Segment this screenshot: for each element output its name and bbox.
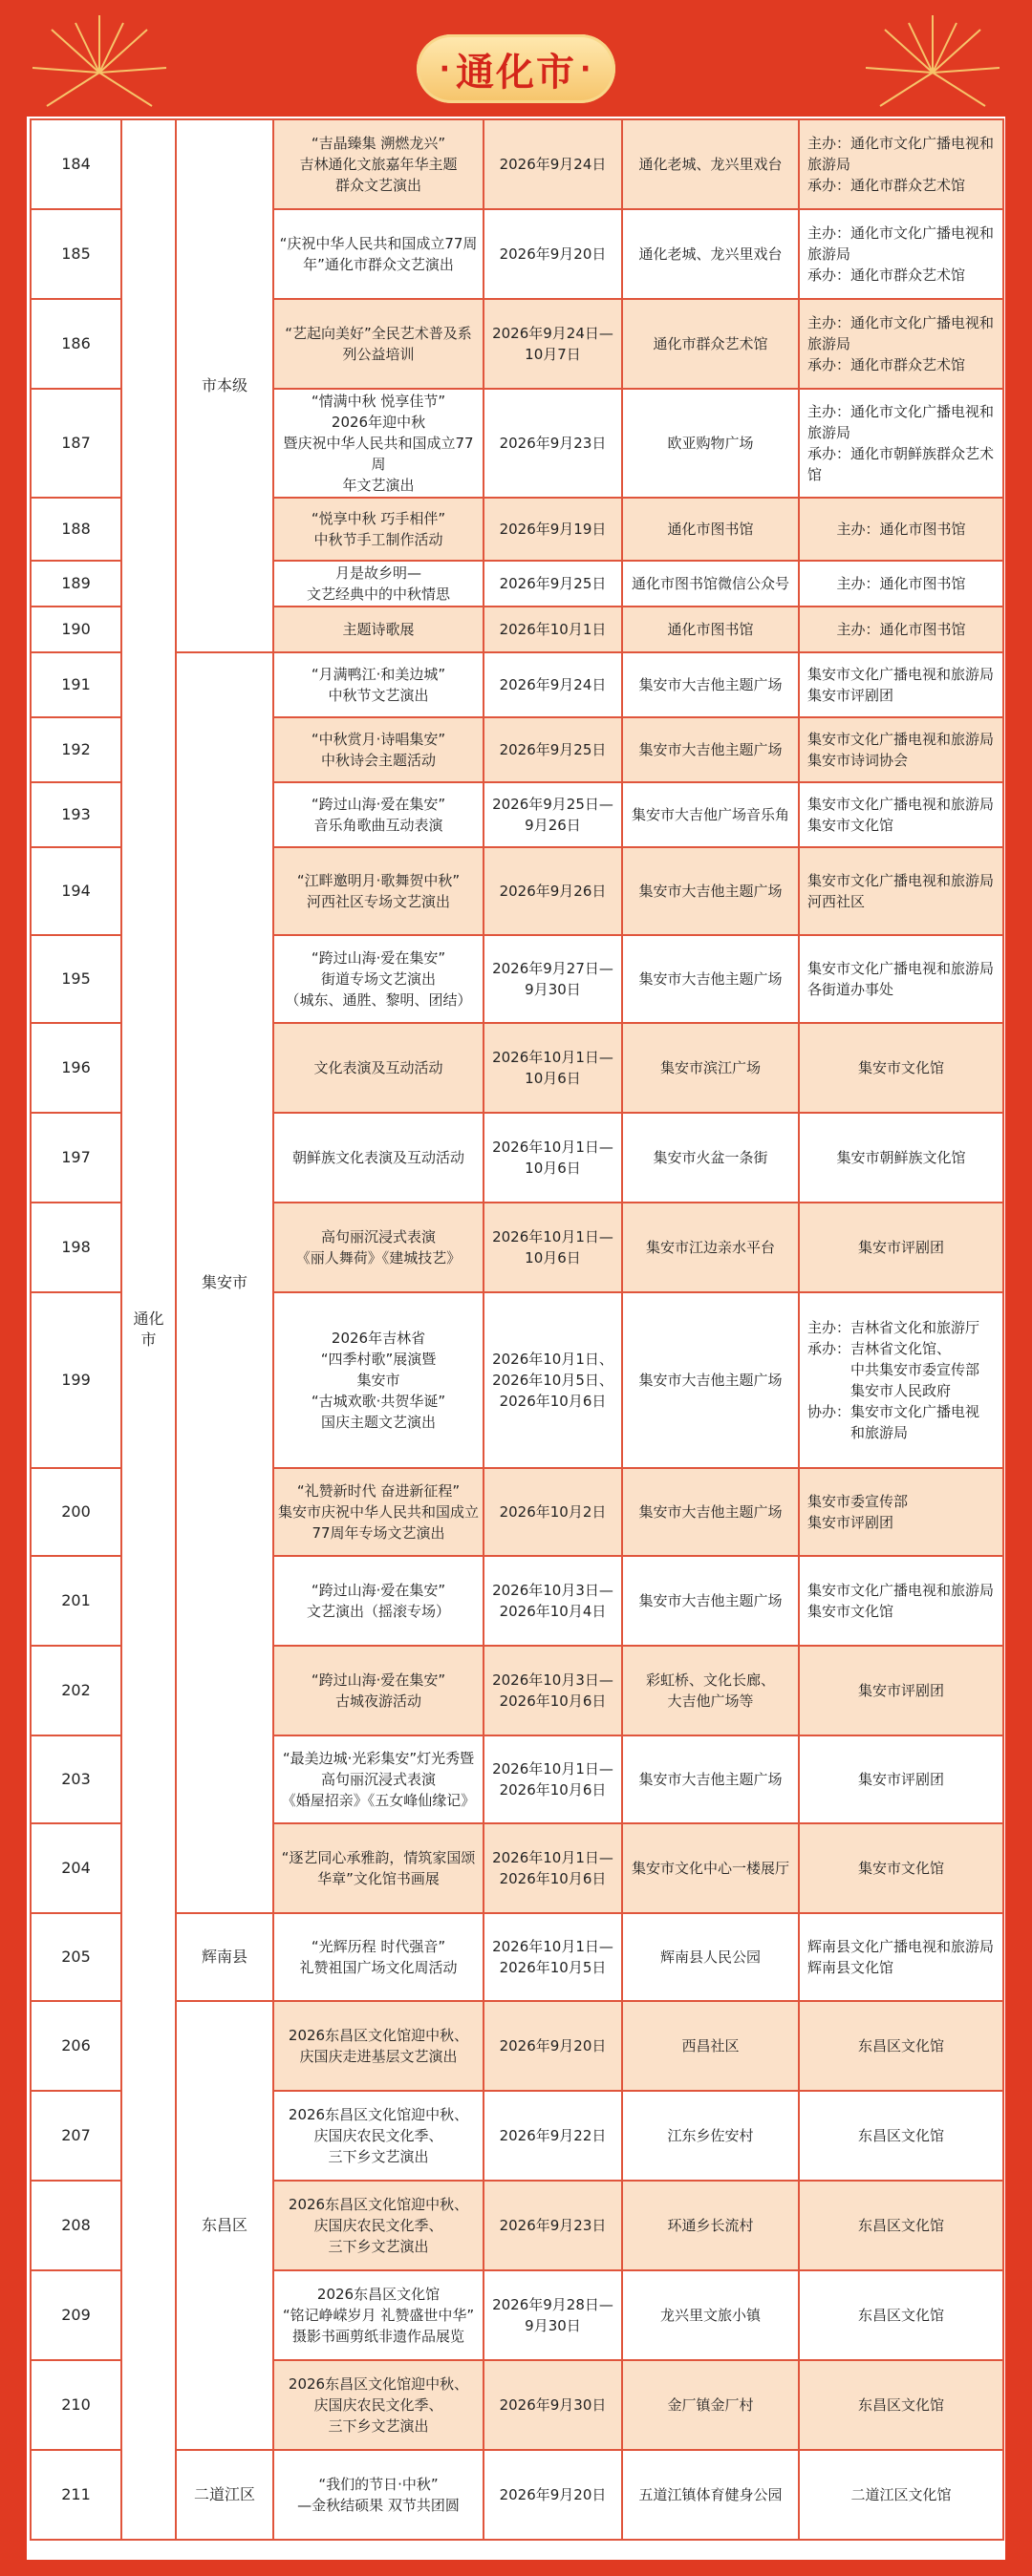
row-number: 191 [31, 652, 121, 717]
event-date: 2026年10月2日 [484, 1468, 622, 1556]
event-organizer: 集安市文化广播电视和旅游局 集安市诗词协会 [799, 717, 1003, 782]
row-number: 200 [31, 1468, 121, 1556]
row-number: 210 [31, 2360, 121, 2450]
event-table [30, 118, 1004, 2541]
row-number: 208 [31, 2181, 121, 2270]
event-place: 集安市火盆一条街 [622, 1113, 799, 1203]
title-dot-icon: · [580, 52, 593, 86]
event-name: “我们的节日·中秋” —金秋结硕果 双节共团圆 [273, 2450, 484, 2540]
event-place: 欧亚购物广场 [622, 389, 799, 498]
event-name: “跨过山海·爱在集安” 音乐角歌曲互动表演 [273, 782, 484, 847]
row-number: 195 [31, 935, 121, 1023]
row-number: 192 [31, 717, 121, 782]
event-date: 2026年10月1日— 2026年10月6日 [484, 1823, 622, 1913]
event-place: 集安市江边亲水平台 [622, 1203, 799, 1292]
event-name: “最美边城·光彩集安”灯光秀暨 高句丽沉浸式表演 《婚屋招亲》《五女峰仙缘记》 [273, 1735, 484, 1823]
row-number: 199 [31, 1292, 121, 1468]
event-place: 彩虹桥、文化长廊、 大吉他广场等 [622, 1646, 799, 1735]
event-place: 集安市大吉他主题广场 [622, 717, 799, 782]
event-name: “吉晶臻集 溯燃龙兴” 吉林通化文旅嘉年华主题 群众文艺演出 [273, 119, 484, 209]
event-organizer: 主办：通化市文化广播电视和 旅游局 承办：通化市群众艺术馆 [799, 119, 1003, 209]
event-place: 通化老城、龙兴里戏台 [622, 119, 799, 209]
event-date: 2026年10月1日— 10月6日 [484, 1023, 622, 1113]
table-row [31, 2001, 1003, 2091]
event-place: 江东乡佐安村 [622, 2091, 799, 2181]
event-place: 集安市大吉他主题广场 [622, 935, 799, 1023]
row-number: 209 [31, 2270, 121, 2360]
table-row [31, 652, 1003, 717]
event-date: 2026年10月1日— 2026年10月5日 [484, 1913, 622, 2001]
event-name: “跨过山海·爱在集安” 街道专场文艺演出 （城东、通胜、黎明、团结） [273, 935, 484, 1023]
event-date: 2026年9月25日 [484, 561, 622, 607]
event-place: 西昌社区 [622, 2001, 799, 2091]
row-number: 205 [31, 1913, 121, 2001]
event-date: 2026年9月20日 [484, 209, 622, 299]
event-organizer: 辉南县文化广播电视和旅游局 辉南县文化馆 [799, 1913, 1003, 2001]
event-place: 通化老城、龙兴里戏台 [622, 209, 799, 299]
event-place: 集安市大吉他主题广场 [622, 1735, 799, 1823]
row-number: 204 [31, 1823, 121, 1913]
event-name: 文化表演及互动活动 [273, 1023, 484, 1113]
event-organizer: 集安市文化广播电视和旅游局 集安市文化馆 [799, 782, 1003, 847]
event-date: 2026年10月3日— 2026年10月4日 [484, 1556, 622, 1646]
event-name: “跨过山海·爱在集安” 古城夜游活动 [273, 1646, 484, 1735]
event-name: 月是故乡明— 文艺经典中的中秋情思 [273, 561, 484, 607]
event-place: 通化市群众艺术馆 [622, 299, 799, 389]
event-organizer: 集安市文化馆 [799, 1023, 1003, 1113]
event-organizer: 东昌区文化馆 [799, 2001, 1003, 2091]
event-date: 2026年9月25日 [484, 717, 622, 782]
row-number: 190 [31, 607, 121, 652]
row-number: 207 [31, 2091, 121, 2181]
event-name: “悦享中秋 巧手相伴” 中秋节手工制作活动 [273, 498, 484, 561]
row-number: 193 [31, 782, 121, 847]
event-organizer: 主办：通化市图书馆 [799, 561, 1003, 607]
event-date: 2026年9月20日 [484, 2001, 622, 2091]
event-date: 2026年9月20日 [484, 2450, 622, 2540]
event-place: 五道江镇体育健身公园 [622, 2450, 799, 2540]
event-date: 2026年10月1日— 10月6日 [484, 1113, 622, 1203]
event-organizer: 集安市文化广播电视和旅游局 河西社区 [799, 847, 1003, 935]
row-number: 201 [31, 1556, 121, 1646]
district-cell: 东昌区 [176, 2001, 273, 2450]
event-name: “月满鸭江·和美边城” 中秋节文艺演出 [273, 652, 484, 717]
event-organizer: 集安市委宣传部 集安市评剧团 [799, 1468, 1003, 1556]
event-place: 集安市大吉他主题广场 [622, 1292, 799, 1468]
event-date: 2026年9月19日 [484, 498, 622, 561]
event-organizer: 东昌区文化馆 [799, 2270, 1003, 2360]
event-place: 辉南县人民公园 [622, 1913, 799, 2001]
event-organizer: 主办：通化市图书馆 [799, 607, 1003, 652]
event-organizer: 主办：通化市文化广播电视和 旅游局 承办：通化市朝鲜族群众艺术馆 [799, 389, 1003, 498]
event-organizer: 二道江区文化馆 [799, 2450, 1003, 2540]
event-name: “情满中秋 悦享佳节” 2026年迎中秋 暨庆祝中华人民共和国成立77周 年文艺演出 [273, 389, 484, 498]
event-name: 2026东昌区文化馆迎中秋、 庆国庆走进基层文艺演出 [273, 2001, 484, 2091]
event-name: 2026东昌区文化馆迎中秋、 庆国庆农民文化季、 三下乡文艺演出 [273, 2091, 484, 2181]
row-number: 198 [31, 1203, 121, 1292]
row-number: 186 [31, 299, 121, 389]
row-number: 194 [31, 847, 121, 935]
page-title-text: 通化市 [456, 50, 576, 95]
event-date: 2026年9月23日 [484, 389, 622, 498]
event-name: “江畔邀明月·歌舞贺中秋” 河西社区专场文艺演出 [273, 847, 484, 935]
district-cell: 辉南县 [176, 1913, 273, 2001]
event-date: 2026年10月3日— 2026年10月6日 [484, 1646, 622, 1735]
event-organizer: 集安市文化广播电视和旅游局 各街道办事处 [799, 935, 1003, 1023]
event-organizer: 集安市评剧团 [799, 1203, 1003, 1292]
event-organizer: 主办：吉林省文化和旅游厅 承办：吉林省文化馆、 中共集安市委宣传部 集安市人民政府 协办：集安市文化广播电视 和旅游局 [799, 1292, 1003, 1468]
event-name: 2026东昌区文化馆迎中秋、 庆国庆农民文化季、 三下乡文艺演出 [273, 2360, 484, 2450]
event-name: 2026东昌区文化馆迎中秋、 庆国庆农民文化季、 三下乡文艺演出 [273, 2181, 484, 2270]
district-cell: 二道江区 [176, 2450, 273, 2540]
event-organizer: 集安市朝鲜族文化馆 [799, 1113, 1003, 1203]
event-organizer: 集安市评剧团 [799, 1646, 1003, 1735]
event-place: 集安市大吉他主题广场 [622, 1556, 799, 1646]
event-place: 通化市图书馆 [622, 498, 799, 561]
event-place: 环通乡长流村 [622, 2181, 799, 2270]
event-date: 2026年9月25日— 9月26日 [484, 782, 622, 847]
event-date: 2026年9月28日— 9月30日 [484, 2270, 622, 2360]
row-number: 185 [31, 209, 121, 299]
event-place: 集安市大吉他主题广场 [622, 1468, 799, 1556]
event-name: 主题诗歌展 [273, 607, 484, 652]
event-name: “礼赞新时代 奋进新征程” 集安市庆祝中华人民共和国成立 77周年专场文艺演出 [273, 1468, 484, 1556]
event-date: 2026年9月30日 [484, 2360, 622, 2450]
table-row [31, 1913, 1003, 2001]
event-date: 2026年10月1日 [484, 607, 622, 652]
event-place: 集安市大吉他广场音乐角 [622, 782, 799, 847]
event-organizer: 集安市文化馆 [799, 1823, 1003, 1913]
event-name: 2026年吉林省 “四季村歌”展演暨 集安市 “古城欢歌·共贺华诞” 国庆主题文艺演出 [273, 1292, 484, 1468]
event-date: 2026年9月23日 [484, 2181, 622, 2270]
table-row [31, 2450, 1003, 2540]
event-place: 集安市文化中心一楼展厅 [622, 1823, 799, 1913]
row-number: 187 [31, 389, 121, 498]
event-name: “艺起向美好”全民艺术普及系 列公益培训 [273, 299, 484, 389]
row-number: 197 [31, 1113, 121, 1203]
event-name: 2026东昌区文化馆 “铭记峥嵘岁月 礼赞盛世中华” 摄影书画剪纸非遗作品展览 [273, 2270, 484, 2360]
firework-right-icon [847, 6, 1019, 120]
event-date: 2026年10月1日、 2026年10月5日、 2026年10月6日 [484, 1292, 622, 1468]
row-number: 206 [31, 2001, 121, 2091]
event-date: 2026年9月26日 [484, 847, 622, 935]
row-number: 211 [31, 2450, 121, 2540]
event-name: “逐艺同心承雅韵，情筑家国颂 华章”文化馆书画展 [273, 1823, 484, 1913]
event-date: 2026年9月24日 [484, 652, 622, 717]
event-organizer: 集安市文化广播电视和旅游局 集安市文化馆 [799, 1556, 1003, 1646]
event-name: 高句丽沉浸式表演 《丽人舞荷》《建城技艺》 [273, 1203, 484, 1292]
event-table-body [31, 119, 1003, 2540]
row-number: 189 [31, 561, 121, 607]
district-cell: 集安市 [176, 652, 273, 1913]
event-organizer: 集安市评剧团 [799, 1735, 1003, 1823]
event-organizer: 东昌区文化馆 [799, 2360, 1003, 2450]
event-place: 通化市图书馆 [622, 607, 799, 652]
title-dot-icon: · [439, 52, 452, 86]
event-date: 2026年10月1日— 10月6日 [484, 1203, 622, 1292]
event-organizer: 主办：通化市图书馆 [799, 498, 1003, 561]
event-name: “庆祝中华人民共和国成立77周 年”通化市群众文艺演出 [273, 209, 484, 299]
event-name: “跨过山海·爱在集安” 文艺演出（摇滚专场） [273, 1556, 484, 1646]
table-row [31, 119, 1003, 209]
event-name: “中秋赏月·诗唱集安” 中秋诗会主题活动 [273, 717, 484, 782]
row-number: 184 [31, 119, 121, 209]
firework-left-icon [13, 6, 185, 120]
event-place: 集安市滨江广场 [622, 1023, 799, 1113]
event-date: 2026年10月1日— 2026年10月6日 [484, 1735, 622, 1823]
page-title [417, 34, 615, 103]
event-name: 朝鲜族文化表演及互动活动 [273, 1113, 484, 1203]
event-date: 2026年9月27日— 9月30日 [484, 935, 622, 1023]
district-cell: 市本级 [176, 119, 273, 652]
row-number: 202 [31, 1646, 121, 1735]
event-date: 2026年9月24日— 10月7日 [484, 299, 622, 389]
event-place: 龙兴里文旅小镇 [622, 2270, 799, 2360]
event-organizer: 东昌区文化馆 [799, 2091, 1003, 2181]
event-organizer: 东昌区文化馆 [799, 2181, 1003, 2270]
row-number: 203 [31, 1735, 121, 1823]
event-organizer: 集安市文化广播电视和旅游局 集安市评剧团 [799, 652, 1003, 717]
event-name: “光辉历程 时代强音” 礼赞祖国广场文化周活动 [273, 1913, 484, 2001]
event-date: 2026年9月24日 [484, 119, 622, 209]
city-cell: 通化市 [121, 119, 176, 2540]
row-number: 188 [31, 498, 121, 561]
event-place: 集安市大吉他主题广场 [622, 652, 799, 717]
row-number: 196 [31, 1023, 121, 1113]
event-place: 集安市大吉他主题广场 [622, 847, 799, 935]
event-organizer: 主办：通化市文化广播电视和 旅游局 承办：通化市群众艺术馆 [799, 209, 1003, 299]
event-place: 金厂镇金厂村 [622, 2360, 799, 2450]
event-date: 2026年9月22日 [484, 2091, 622, 2181]
event-organizer: 主办：通化市文化广播电视和 旅游局 承办：通化市群众艺术馆 [799, 299, 1003, 389]
event-place: 通化市图书馆微信公众号 [622, 561, 799, 607]
